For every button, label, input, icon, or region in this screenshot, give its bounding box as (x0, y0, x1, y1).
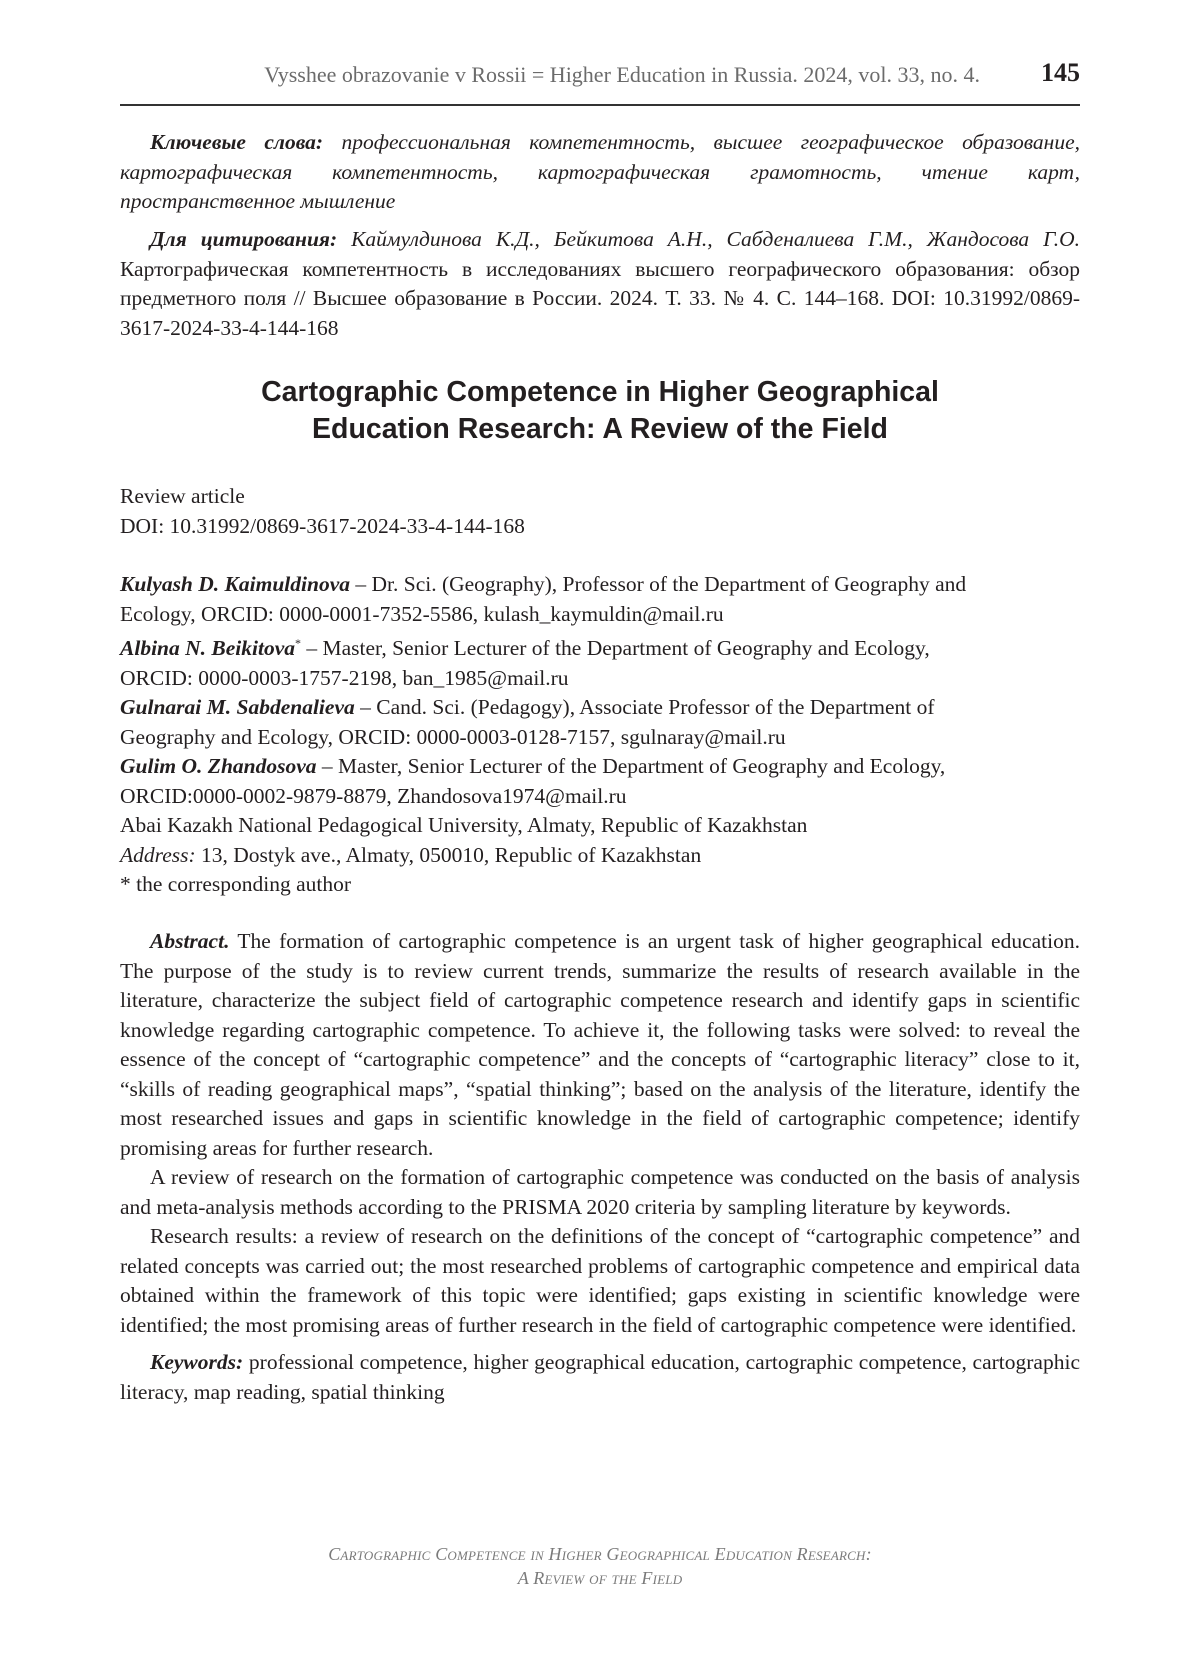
author-details-cont: Ecology, ORCID: 0000-0001-7352-5586, kulash_kaymuldin@mail.ru (120, 601, 724, 626)
address-text: 13, Dostyk ave., Almaty, 050010, Republic of Kazakhstan (195, 842, 702, 867)
author-entry (120, 570, 1080, 600)
article-meta (120, 482, 1080, 541)
keywords-label: Keywords: (150, 1350, 244, 1374)
address (120, 841, 1080, 871)
article-type: Review article (120, 484, 245, 508)
author-details: – Master, Senior Lecturer of the Department of Geography and Ecology, (316, 754, 946, 779)
author-details: – Master, Senior Lecturer of the Department of Geography and Ecology, (301, 636, 930, 661)
abstract-paragraph: Research results: a review of research on the definitions of the concept of “cartographic competence” and related concepts was carried out; the most researched problems of cartographic competence and empirical data obtained within the framework of this topic were identified; gaps existing in scientific knowledge were identified; the most promising areas of further research in the field of cartographic competence were identified. (120, 1224, 1080, 1337)
corresponding-mark: * (295, 636, 301, 650)
abstract-paragraph: A review of research on the formation of cartographic competence was conducted on the basis of analysis and meta-analysis methods according to the PRISMA 2020 criteria by sampling literature by keywords. (120, 1165, 1080, 1219)
article-doi: DOI: 10.31992/0869-3617-2024-33-4-144-168 (120, 513, 525, 538)
author-name: Kulyash D. Kaimuldinova (120, 572, 350, 596)
ru-citation (120, 225, 1080, 343)
running-footer (120, 1542, 1080, 1590)
author-details-cont: ORCID: 0000-0003-1757-2198, ban_1985@mail.ru (120, 665, 569, 690)
author-list (120, 570, 1080, 900)
author-details: – Dr. Sci. (Geography), Professor of the Department of Geography and (349, 572, 967, 596)
ru-keywords-text: профессиональная компетентность, высшее географическое образование, картографическая компетентность, картографическая грамотность, чтение карт, пространственное мышление (120, 130, 1080, 213)
title-line-2: Education Research: A Review of the Field (312, 413, 888, 445)
keywords (120, 1348, 1080, 1407)
footer-line-1: Cartographic Competence in Higher Geographical Education Research: (328, 1544, 872, 1564)
ru-citation-text: Картографическая компетентность в исследованиях высшего географического образования: обзор предметного поля // Высшее образование в России. 2024. Т. 33. № 4. С. 144–168. DOI: 10.31992/0869-3617-2024-33-4-144-168 (120, 256, 1080, 340)
author-name: Albina N. Beikitova (120, 636, 295, 661)
abstract (120, 927, 1080, 1407)
ru-keywords (120, 128, 1080, 217)
ru-citation-label: Для цитирования: (150, 227, 338, 251)
abstract-paragraph (120, 927, 1080, 1163)
keywords-text: professional competence, higher geographical education, cartographic competence, cartographic literacy, map reading, spatial thinking (120, 1350, 1080, 1404)
journal-citation: Vysshee obrazovanie v Rossii = Higher Education in Russia. 2024, vol. 33, no. 4. (264, 62, 980, 87)
author-entry (120, 693, 1080, 723)
article-title (120, 374, 1080, 448)
author-details-cont: ORCID:0000-0002-9879-8879, Zhandosova1974@mail.ru (120, 783, 627, 808)
author-entry (120, 752, 1080, 782)
running-header (120, 58, 1080, 106)
address-label: Address: (120, 842, 196, 867)
author-details: – Cand. Sci. (Pedagogy), Associate Professor of the Department of (354, 695, 935, 720)
page-number: 145 (1041, 58, 1080, 87)
footer-line-2: A Review of the Field (517, 1568, 683, 1588)
abstract-p1: The formation of cartographic competence is an urgent task of higher geographical education. The purpose of the study is to review current trends, summarize the results of research available in the literature, characterize the subject field of cartographic competence research and identify gaps in scientific knowledge regarding cartographic competence. To achieve it, the following tasks were solved: to reveal the essence of the concept of “cartographic competence” and the concepts of “cartographic literacy” close to it, “skills of reading geographical maps”, “spatial thinking”; based on the analysis of the literature, identify the most researched issues and gaps in scientific knowledge in the field of cartographic competence; identify promising areas for further research. (120, 929, 1080, 1160)
title-line-1: Cartographic Competence in Higher Geographical (261, 376, 939, 408)
author-entry (120, 629, 1080, 664)
author-details-cont: Geography and Ecology, ORCID: 0000-0003-0128-7157, sgulnaray@mail.ru (120, 724, 786, 749)
corresponding-note: * the corresponding author (120, 872, 352, 897)
author-name: Gulnarai M. Sabdenalieva (120, 695, 355, 720)
author-name: Gulim O. Zhandosova (120, 754, 317, 779)
affiliation: Abai Kazakh National Pedagogical University, Almaty, Republic of Kazakhstan (120, 813, 808, 838)
abstract-label: Abstract. (150, 929, 230, 953)
ru-citation-authors: Каймулдинова К.Д., Бейкитова А.Н., Сабденалиева Г.М., Жандосова Г.О. (337, 227, 1080, 251)
ru-keywords-label: Ключевые слова: (150, 130, 324, 154)
